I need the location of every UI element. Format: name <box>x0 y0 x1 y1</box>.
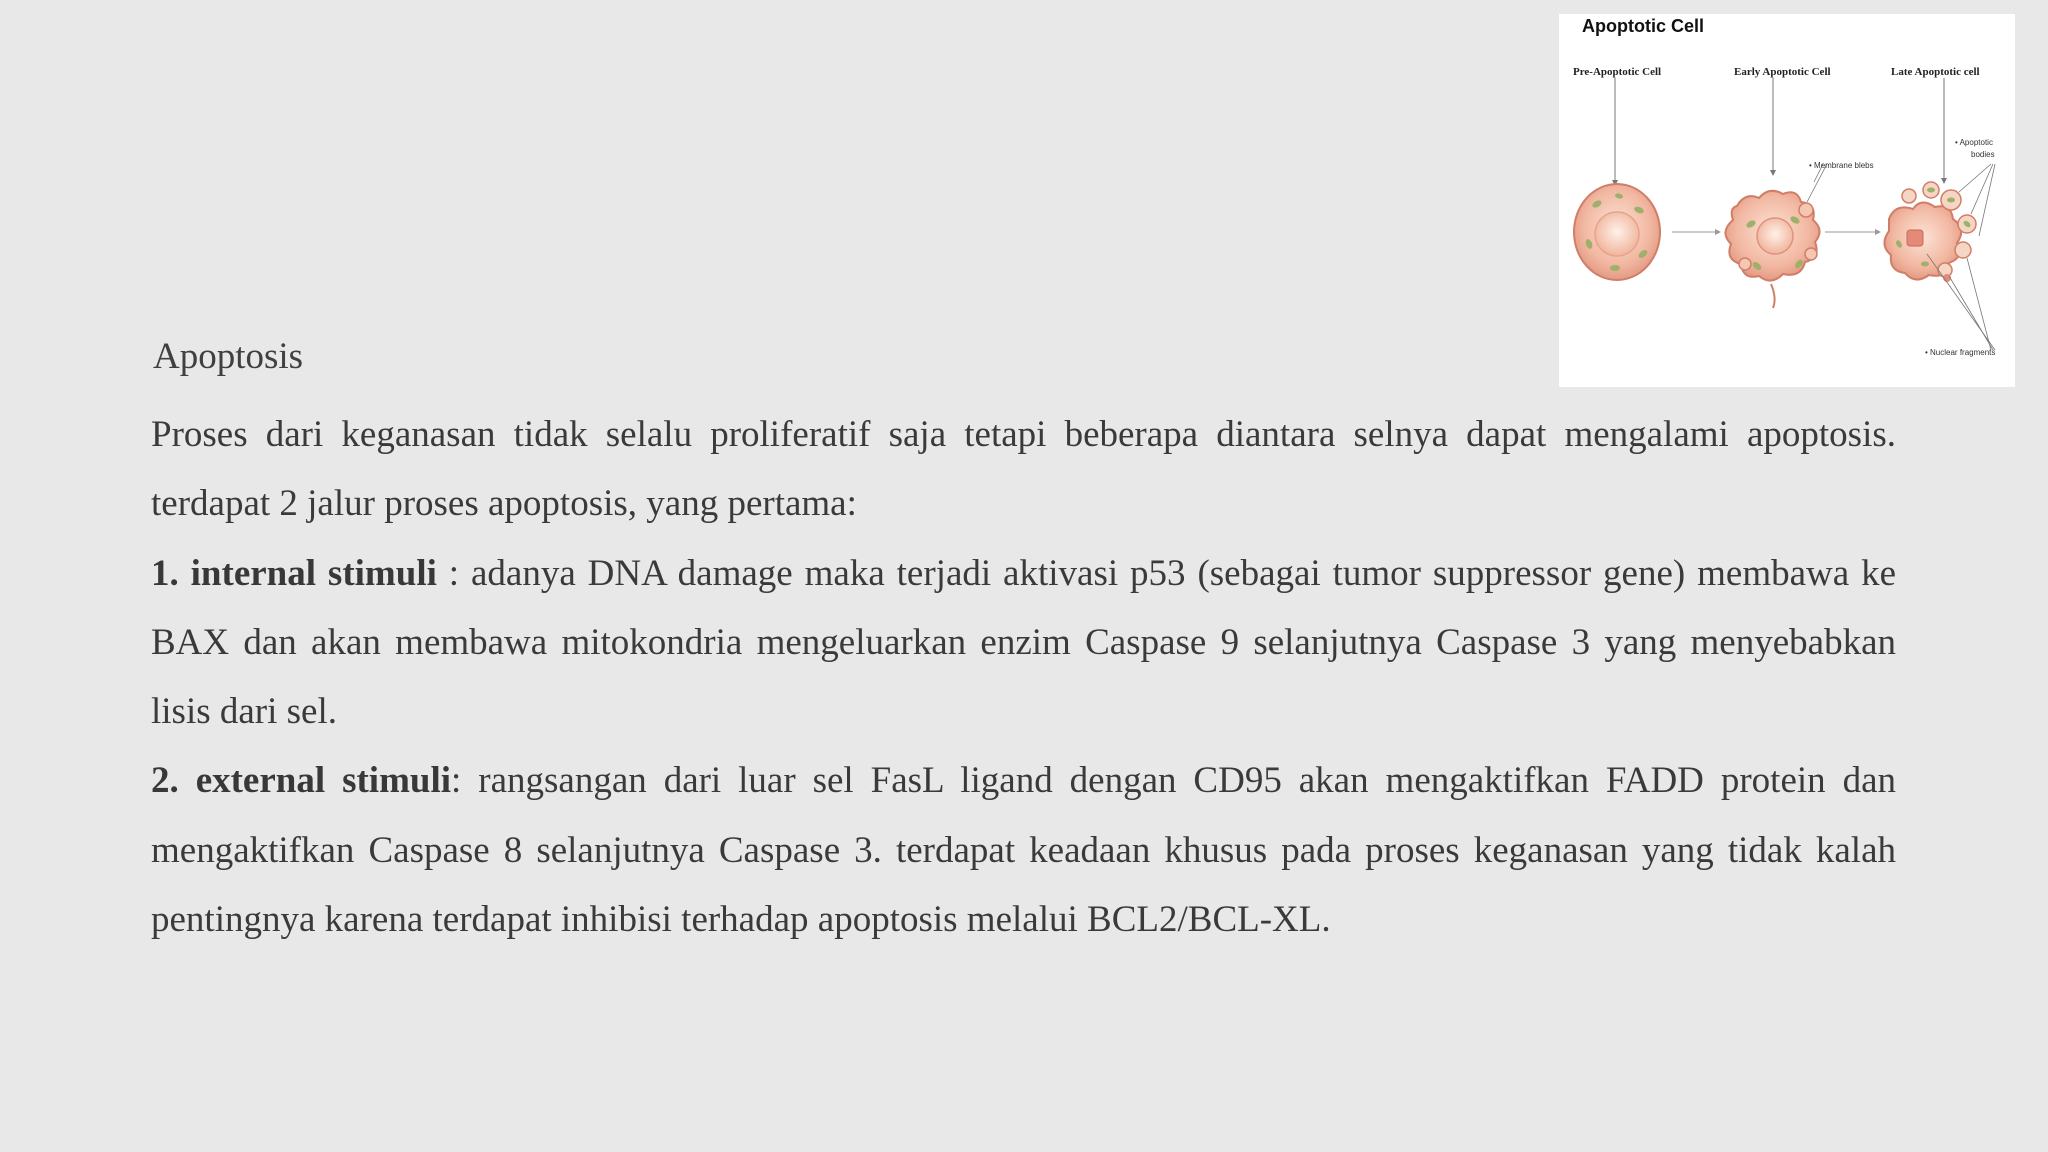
label-pre-apoptotic: Pre-Apoptotic Cell <box>1573 66 1662 78</box>
external-stimuli-paragraph <box>151 746 1896 954</box>
note-membrane-blebs: • Membrane blebs <box>1809 161 1874 170</box>
external-stimuli-heading: 2. external stimuli <box>151 760 452 802</box>
slide-body <box>151 400 1896 954</box>
intro-paragraph: Proses dari keganasan tidak selalu proliferatif saja tetapi beberapa diantara selnya dapat mengalami apoptosis. terdapat 2 jalur proses apoptosis, yang pertama: <box>151 414 1896 525</box>
apoptotic-cell-figure <box>1559 14 2015 387</box>
early-apoptotic-cell <box>1725 191 1819 308</box>
slide-title: Apoptosis <box>153 336 304 377</box>
external-stimuli-text: : rangsangan dari luar sel FasL ligand dengan CD95 akan mengaktifkan FADD protein dan mengaktifkan Caspase 8 selanjutnya Caspase 3. terdapat keadaan khusus pada proses keganasan yang tidak kalah pentingnya karena terdapat inhibisi terhadap apoptosis melalui BCL2/BCL-XL. <box>151 760 1897 941</box>
nuclear-fragments-text: Nuclear fragments <box>1930 348 1996 357</box>
label-late-apoptotic: Late Apoptotic cell <box>1891 66 1980 78</box>
note-apoptotic-bodies: • Apoptotic <box>1955 138 1993 147</box>
internal-stimuli-text: : adanya DNA damage maka terjadi aktivasi p53 (sebagai tumor suppressor gene) membawa ke BAX dan akan membawa mitokondria mengeluarkan enzim Caspase 9 selanjutnya Caspase 3 yang menyebabkan lisis dari sel. <box>151 552 1896 733</box>
late-apoptotic-cell <box>1884 182 1976 282</box>
note-nuclear-fragments: • Nuclear fragments <box>1925 348 1996 357</box>
internal-stimuli-paragraph <box>151 539 1896 747</box>
figure-title: Apoptotic Cell <box>1582 16 1704 36</box>
apoptotic-bodies-text-line2: bodies <box>1971 150 1995 159</box>
membrane-blebs-text: Membrane blebs <box>1814 161 1874 170</box>
apoptotic-bodies-text-line1: Apoptotic <box>1959 138 1993 147</box>
label-early-apoptotic: Early Apoptotic Cell <box>1734 66 1831 78</box>
internal-stimuli-heading: 1. internal stimuli <box>151 552 437 594</box>
pre-apoptotic-cell <box>1574 184 1660 280</box>
